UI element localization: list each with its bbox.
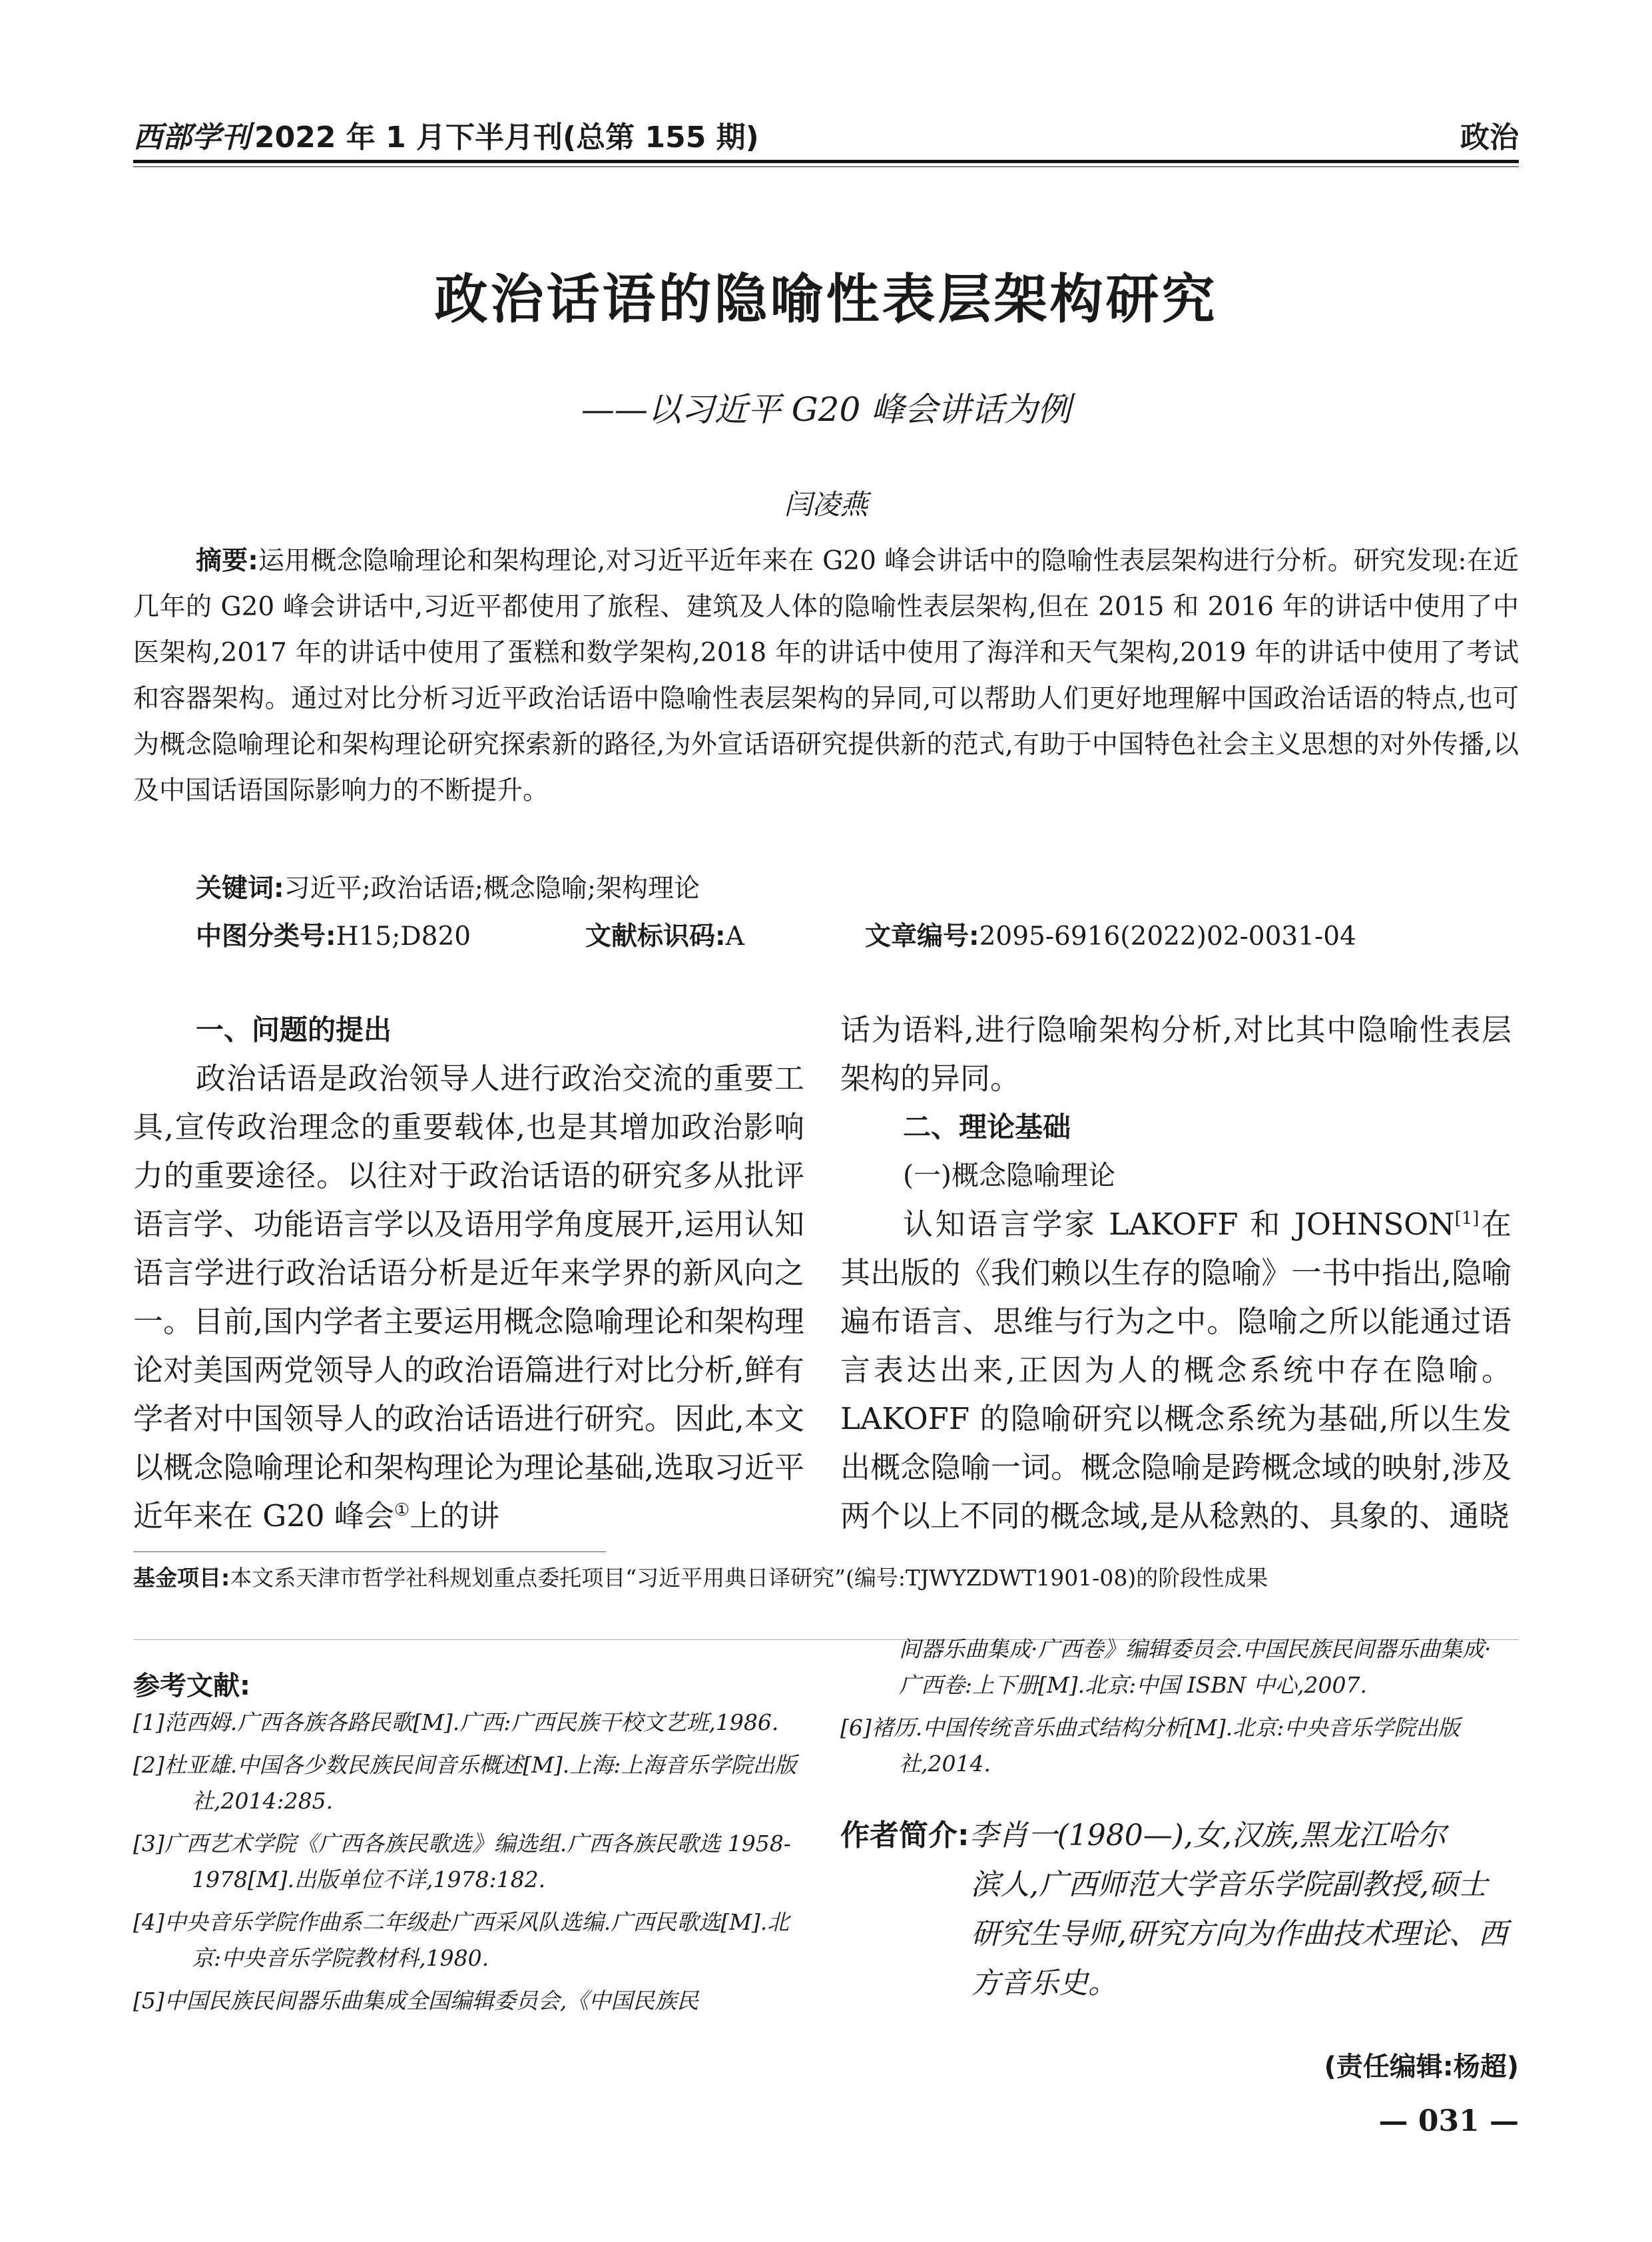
issue-info: 2022 年 1 月下半月刊(总第 155 期)	[254, 121, 759, 154]
art-label: 文章编号:	[865, 922, 979, 952]
abstract-label: 摘要:	[196, 546, 258, 576]
article-author: 闫凌燕	[784, 488, 868, 521]
references-heading: 参考文献:	[133, 1671, 250, 1701]
header-rule-thin	[133, 166, 1519, 167]
art-value: 2095-6916(2022)02-0031-04	[979, 922, 1356, 952]
article-title: 政治话语的隐喻性表层架构研究	[434, 268, 1218, 330]
classification-line	[196, 914, 1461, 960]
fund-label: 基金项目:	[133, 1565, 230, 1591]
keywords-text: 习近平;政治话语;概念隐喻;架构理论	[284, 874, 700, 904]
paragraph-tail: 上的讲	[410, 1498, 500, 1534]
doc-label: 文献标识码:	[585, 922, 726, 952]
author-bio-line1: 李肖一(1980—),女,汉族,黑龙江哈尔	[969, 1819, 1446, 1852]
body-paragraph	[840, 1200, 1512, 1540]
body-paragraph	[133, 1054, 804, 1540]
subsection-heading-1: (一)概念隐喻理论	[903, 1159, 1115, 1191]
reference-item: [5]中国民族民间器乐曲集成全国编辑委员会,《中国民族民	[133, 1988, 699, 2014]
reference-item-continued: 间器乐曲集成·广西卷》编辑委员会.中国民族民间器乐曲集成·广西卷:上下册[M].北京:中国 ISBN 中心,2007.	[899, 1636, 1492, 1698]
footnote-marker: ①	[394, 1500, 410, 1520]
fund-text: 本文系天津市哲学社科规划重点委托项目“习近平用典日译研究”(编号:TJWYZDWT1901-08)的阶段性成果	[230, 1565, 1268, 1591]
doc-value: A	[725, 922, 744, 952]
paragraph-text-cont: 在其出版的《我们赖以生存的隐喻》一书中指出,隐喻遍布语言、思维与行为之中。隐喻之所以能通过语言表达出来,正因为人的概念系统中存在隐喻。LAKOFF 的隐喻研究以概念系统为基础,所以生发出概念隐喻一词。概念隐喻是跨概念域的映射,涉及两个以上不同的概念域,是从稔熟的、具象的、通晓	[840, 1207, 1512, 1534]
reference-item: [2]杜亚雄.中国各少数民族民间音乐概述[M].上海:上海音乐学院出版社,2014:285.	[133, 1752, 797, 1814]
section-heading-1: 一、问题的提出	[196, 1013, 392, 1046]
article-subtitle: ——以习近平 G20 峰会讲话为例	[581, 390, 1071, 429]
abstract-text: 运用概念隐喻理论和架构理论,对习近平近年来在 G20 峰会讲话中的隐喻性表层架构进行分析。研究发现:在近几年的 G20 峰会讲话中,习近平都使用了旅程、建筑及人体的隐喻性表层架构,但在 2015 和 2016 年的讲话中使用了中医架构,2017 年的讲话中使用了蛋糕和数学架构,2018 年的讲话中使用了海洋和天气架构,2019 年的讲话中使用了考试和容器架构。通过对比分析习近平政治话语中隐喻性表层架构的异同,可以帮助人们更好地理解中国政治话语的特点,也可为概念隐喻理论和架构理论研究探索新的路径,为外宣话语研究提供新的范式,有助于中国特色社会主义思想的对外传播,以及中国话语国际影响力的不断提升。	[133, 546, 1519, 806]
reference-item: [6]褚历.中国传统音乐曲式结构分析[M].北京:中央音乐学院出版社,2014.	[840, 1715, 1460, 1777]
section-heading-2: 二、理论基础	[903, 1111, 1071, 1143]
header-rule	[133, 160, 1519, 163]
author-bio	[840, 1811, 1513, 2008]
keywords-label: 关键词:	[196, 874, 284, 904]
journal-logo: 西部学刊	[133, 121, 250, 154]
fund-note	[133, 1561, 1519, 1595]
doc-code	[585, 914, 865, 960]
clc-code	[196, 914, 585, 960]
keywords	[196, 866, 700, 912]
footnote-rule	[133, 1551, 606, 1552]
running-header	[133, 107, 1519, 153]
author-bio-text: 滨人,广西师范大学音乐学院副教授,硕士研究生导师,研究方向为作曲技术理论、西方音乐史。	[971, 1868, 1508, 2000]
page-number: — 031 —	[1378, 2104, 1519, 2138]
abstract	[133, 538, 1519, 814]
journal-issue-line	[133, 113, 759, 156]
paragraph-text: 认知语言学家 LAKOFF 和 JOHNSON	[903, 1207, 1455, 1242]
reference-item: [4]中央音乐学院作曲系二年级赴广西采风队选编.广西民歌选[M].北京:中央音乐学院教材科,1980.	[133, 1909, 790, 1971]
citation-marker: [1]	[1454, 1209, 1480, 1229]
responsible-editor: (责任编辑:杨超)	[1324, 2052, 1519, 2082]
section-label: 政治	[1460, 121, 1519, 154]
clc-value: H15;D820	[336, 922, 471, 952]
reference-item: [1]范西姆.广西各族各路民歌[M].广西:广西民族干校文艺班,1986.	[133, 1709, 779, 1735]
reference-item: [3]广西艺术学院《广西各族民歌选》编选组.广西各族民歌选 1958-1978[M].出版单位不详,1978:182.	[133, 1830, 791, 1892]
body-paragraph-continued: 话为语料,进行隐喻架构分析,对比其中隐喻性表层架构的异同。	[840, 1012, 1512, 1096]
author-bio-label: 作者简介:	[840, 1819, 969, 1852]
article-number	[865, 914, 1356, 960]
clc-label: 中图分类号:	[196, 922, 336, 952]
body-column-left	[133, 1005, 804, 1540]
references-left	[133, 1705, 806, 2026]
references-right	[840, 1631, 1513, 1789]
body-column-right	[840, 1005, 1512, 1540]
paragraph-text: 政治话语是政治领导人进行政治交流的重要工具,宣传政治理念的重要载体,也是其增加政治影响力的重要途径。以往对于政治话语的研究多从批评语言学、功能语言学以及语用学角度展开,运用认知语言学进行政治话语分析是近年来学界的新风向之一。目前,国内学者主要运用概念隐喻理论和架构理论对美国两党领导人的政治语篇进行对比分析,鲜有学者对中国领导人的政治话语进行研究。因此,本文以概念隐喻理论和架构理论为理论基础,选取习近平近年来在 G20 峰会	[133, 1061, 804, 1534]
